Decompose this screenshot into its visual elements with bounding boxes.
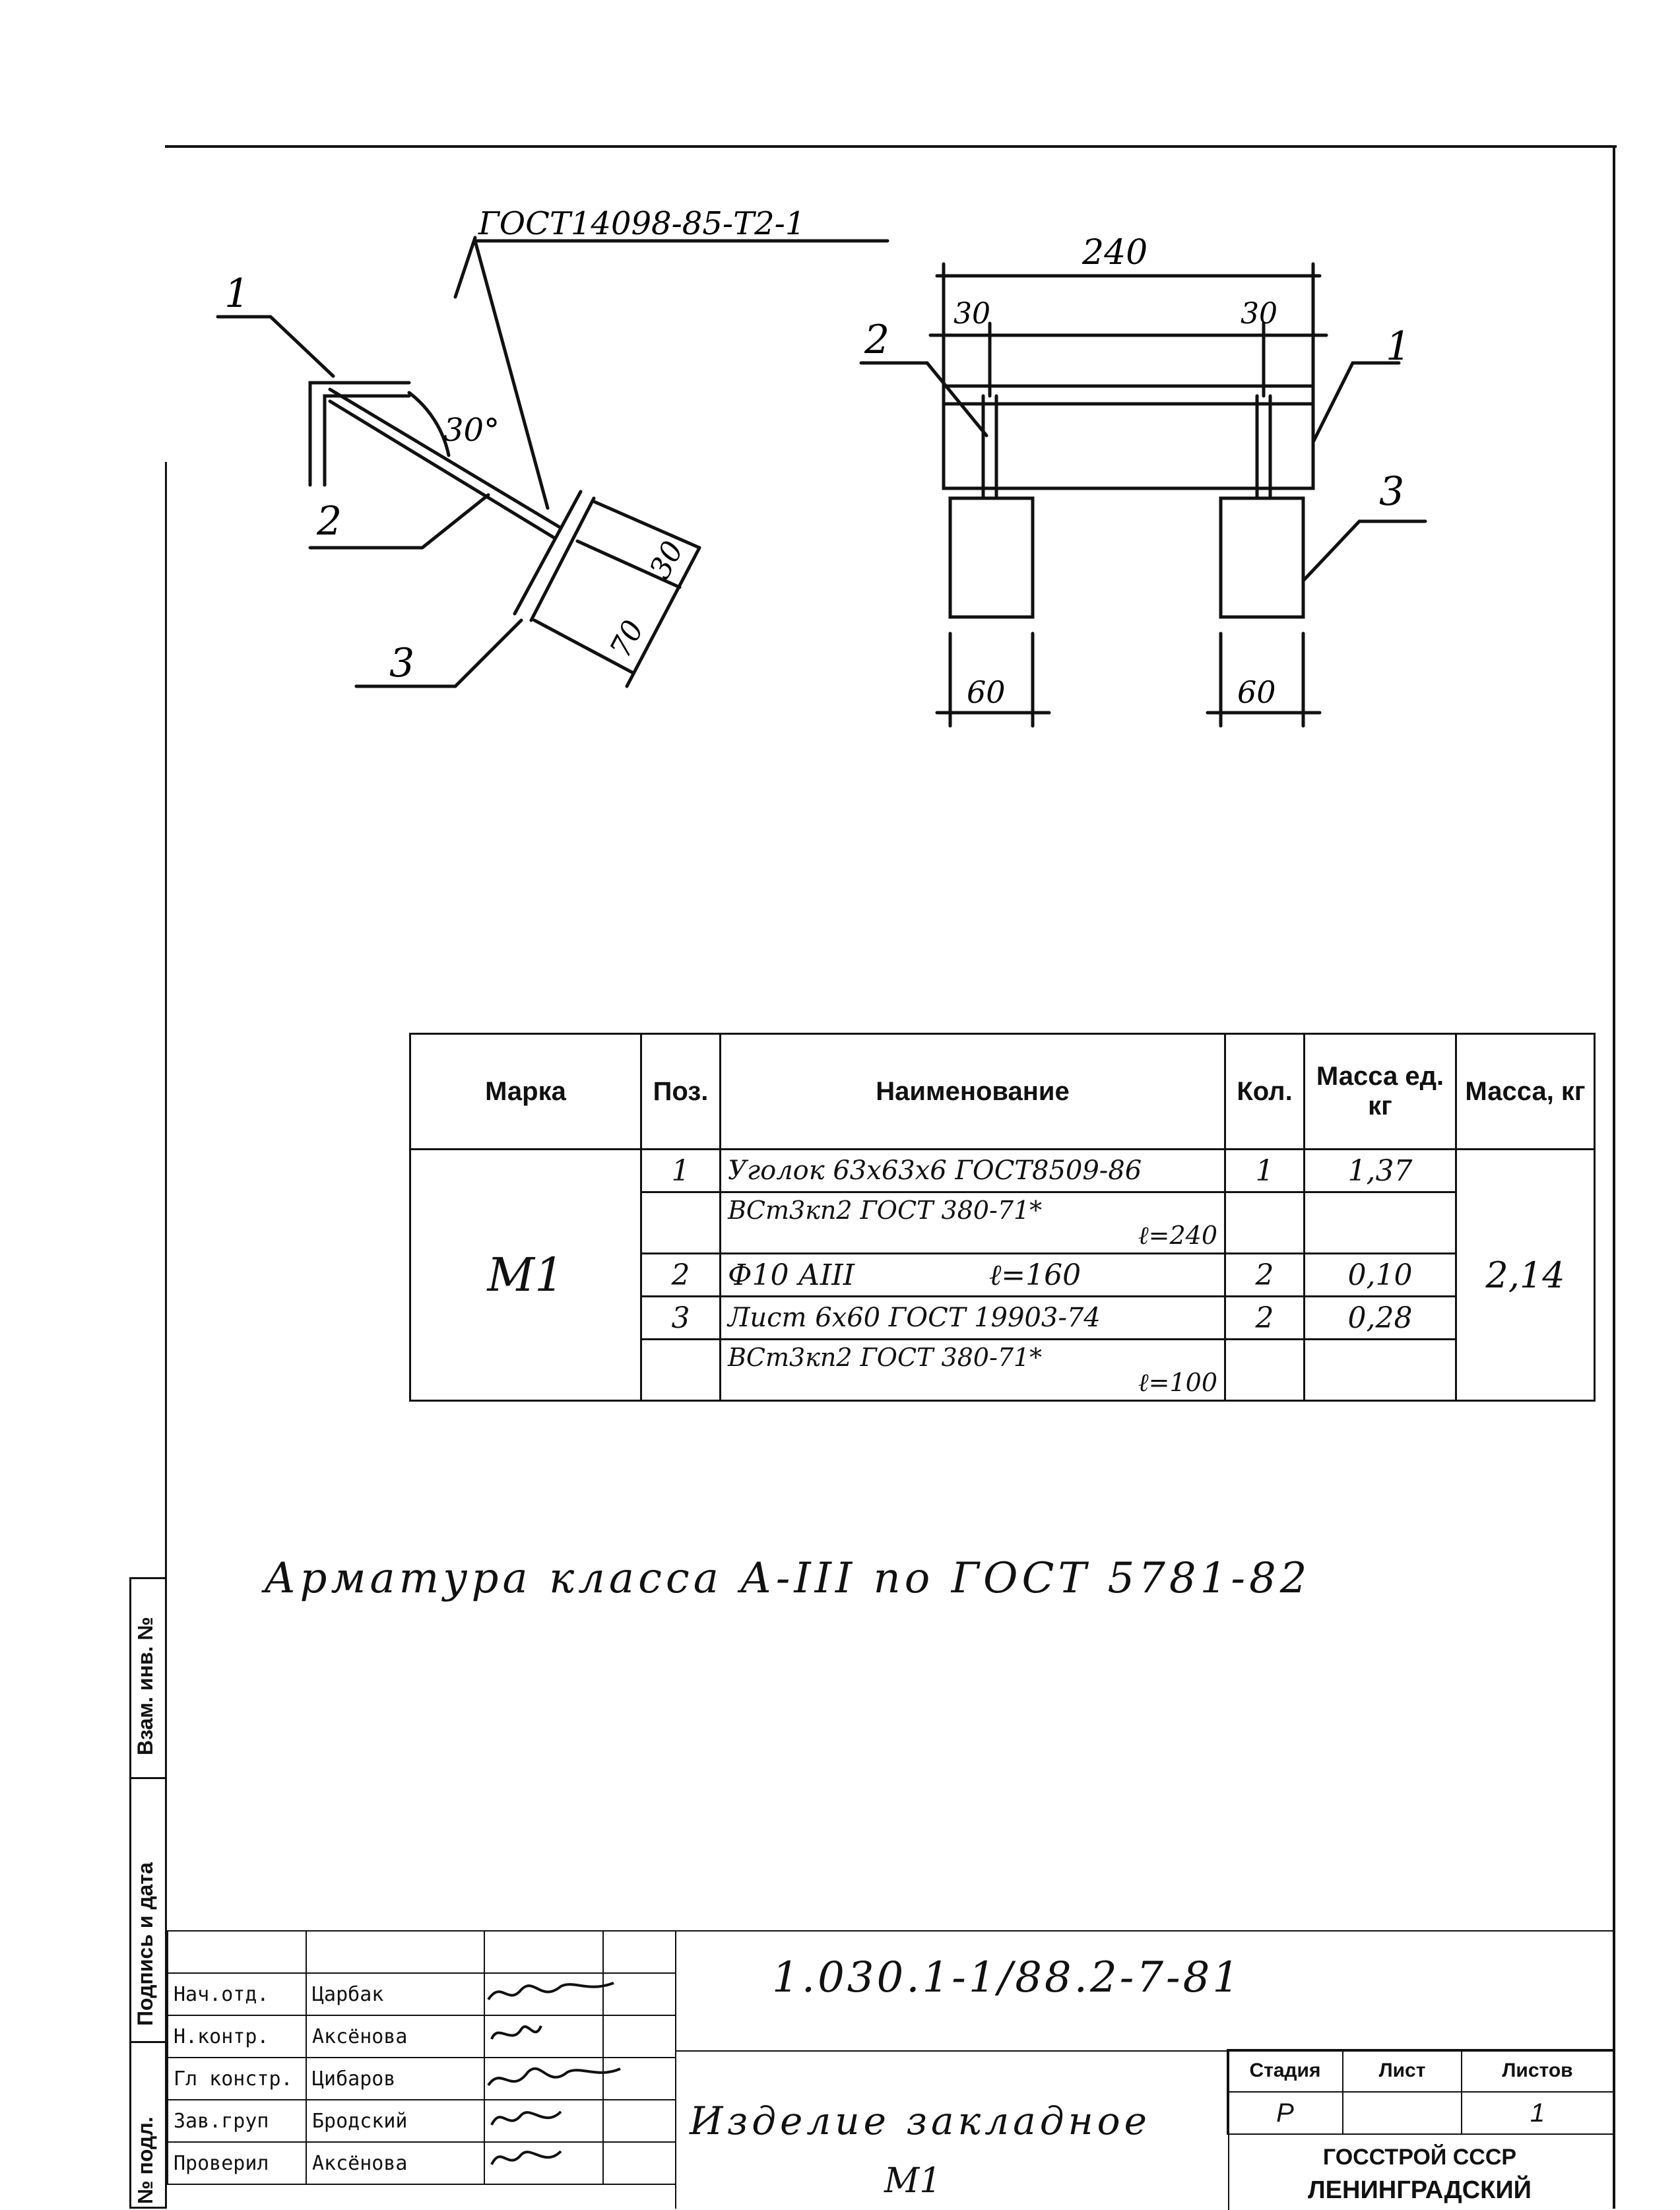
unit-mass-cell: 0,28	[1305, 1297, 1456, 1340]
angle-label: 30°	[443, 412, 500, 449]
unit-mass-cell: 1,37	[1305, 1150, 1456, 1192]
name-cell	[721, 1192, 1225, 1254]
staff-role: Зав.груп	[168, 2100, 306, 2142]
callout-2-left: 2	[317, 498, 342, 544]
stage-table	[1227, 2049, 1614, 2135]
dim-30-r1: 30	[953, 297, 990, 331]
staff-name: Царбак	[306, 1973, 484, 2015]
stage-header: Стадия	[1227, 2050, 1343, 2092]
stage-value: Р	[1227, 2092, 1343, 2134]
name-line2: ℓ=160	[988, 1258, 1082, 1292]
pos-cell	[641, 1340, 721, 1401]
name-line1: Ф10 АIII	[728, 1258, 855, 1292]
dim-240: 240	[1082, 233, 1148, 273]
callout-3-left: 3	[389, 640, 415, 686]
sheet-header: Лист	[1343, 2050, 1462, 2092]
dim-60-right: 60	[1237, 674, 1276, 710]
header-name: Наименование	[721, 1034, 1225, 1150]
name-cell: Уголок 63x63x6 ГОСТ8509-86	[721, 1150, 1225, 1192]
header-pos: Поз.	[641, 1034, 721, 1150]
side-label-orig-no: № подл.	[133, 2116, 157, 2204]
unit-mass-cell: 0,10	[1305, 1254, 1456, 1297]
unit-mass-cell	[1305, 1192, 1456, 1254]
staff-name: Аксёнова	[306, 2015, 484, 2058]
plate	[515, 492, 581, 614]
reinforcement-note: Арматура класса А-III по ГОСТ 5781-82	[264, 1554, 1311, 1603]
header-unit-mass: Масса ед. кг	[1305, 1034, 1456, 1150]
pos-cell: 1	[641, 1150, 721, 1192]
side-label-replaced-inv: Взам. инв. №	[133, 1617, 157, 1755]
qty-cell: 2	[1225, 1254, 1305, 1297]
qty-cell: 1	[1225, 1150, 1305, 1192]
callout-3-right: 3	[1379, 469, 1405, 515]
org-name-line2: ЛЕНИНГРАДСКИЙ	[1308, 2176, 1532, 2204]
name-line2: ℓ=100	[1138, 1368, 1217, 1397]
dim-60-left: 60	[967, 674, 1006, 710]
callout-2-right: 2	[864, 317, 890, 363]
staff-name: Аксёнова	[306, 2142, 484, 2184]
callout-1-right: 1	[1386, 323, 1411, 370]
rebar	[330, 389, 561, 528]
header-qty: Кол.	[1225, 1034, 1305, 1150]
pos-cell: 2	[641, 1254, 721, 1297]
org-name-line1: ГОССТРОЙ СССР	[1322, 2145, 1517, 2170]
std-ref-label: ГОСТ14098-85-Т2-1	[478, 205, 806, 242]
mark-cell: М1	[410, 1150, 641, 1401]
doc-code: 1.030.1-1/88.2-7-81	[772, 1953, 1243, 2002]
staff-role: Н.контр.	[168, 2015, 306, 2058]
name-cell: Лист 6x60 ГОСТ 19903-74	[721, 1297, 1225, 1340]
header-mass: Масса, кг	[1456, 1034, 1595, 1150]
total-mass-cell: 2,14	[1456, 1150, 1595, 1401]
side-label-signature-date: Подпись и дата	[133, 1862, 157, 2026]
name-cell	[721, 1254, 1225, 1297]
name-line1: ВСт3кп2 ГОСТ 380-71*	[728, 1343, 1043, 1372]
staff-name: Цибаров	[306, 2058, 484, 2100]
callout-1-left: 1	[224, 271, 250, 317]
pos-cell: 3	[641, 1297, 721, 1340]
drawing-area	[0, 0, 1680, 858]
dim-30-r2: 30	[1241, 297, 1277, 331]
name-line1: ВСт3кп2 ГОСТ 380-71*	[728, 1196, 1043, 1225]
qty-cell	[1225, 1340, 1305, 1401]
qty-cell: 2	[1225, 1297, 1305, 1340]
header-mark: Марка	[410, 1034, 641, 1150]
sheet-value	[1343, 2092, 1462, 2134]
sheets-value: 1	[1462, 2092, 1613, 2134]
table-row	[410, 1150, 1595, 1192]
staff-role: Проверил	[168, 2142, 306, 2184]
sheets-header: Листов	[1462, 2050, 1613, 2092]
name-cell	[721, 1340, 1225, 1401]
staff-role: Нач.отд.	[168, 1973, 306, 2015]
pos-cell	[641, 1192, 721, 1254]
item-title: Изделие закладное	[690, 2098, 1151, 2143]
signatures	[482, 1973, 633, 2197]
item-mark: М1	[884, 2161, 942, 2201]
dim-30-left: 30	[643, 535, 691, 585]
name-line2: ℓ=240	[1138, 1221, 1217, 1250]
dim-70-left: 70	[603, 614, 651, 664]
spec-header-row	[410, 1034, 1595, 1150]
spec-table	[409, 1033, 1596, 1402]
staff-name: Бродский	[306, 2100, 484, 2142]
qty-cell	[1225, 1192, 1305, 1254]
staff-role: Гл констр.	[168, 2058, 306, 2100]
unit-mass-cell	[1305, 1340, 1456, 1401]
